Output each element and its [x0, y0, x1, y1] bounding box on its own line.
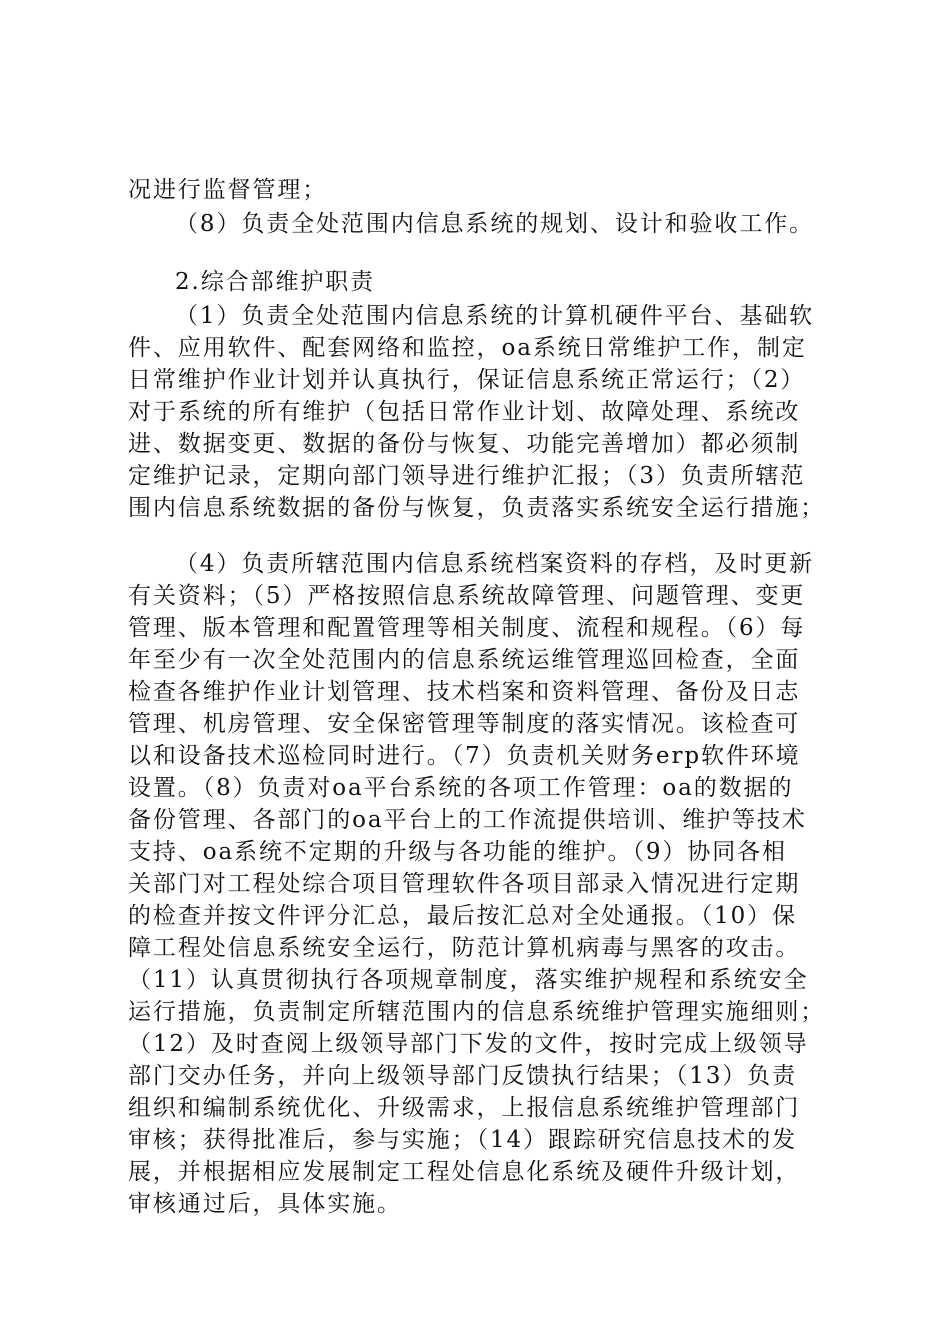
text-line: 管理、机房管理、安全保密管理等制度的落实情况。该检查可 — [128, 711, 801, 737]
text-line: （11）认真贯彻执行各项规章制度，落实维护规程和系统安全 — [128, 967, 809, 993]
text-line: 有关资料；（5）严格按照信息系统故障管理、问题管理、变更 — [128, 583, 806, 609]
text-line: 运行措施，负责制定所辖范围内的信息系统维护管理实施细则； — [128, 999, 826, 1025]
text-line: （1）负责全处范围内信息系统的计算机硬件平台、基础软 — [175, 303, 815, 329]
text-line: 检查各维护作业计划管理、技术档案和资料管理、备份及日志 — [128, 679, 801, 705]
text-line: 的检查并按文件评分汇总，最后按汇总对全处通报。（10）保 — [128, 903, 797, 929]
text-line: 进、数据变更、数据的备份与恢复、功能完善增加）都必须制 — [128, 431, 801, 457]
text-line: 年至少有一次全处范围内的信息系统运维管理巡回检查，全面 — [128, 647, 801, 673]
text-line: （12）及时查阅上级领导部门下发的文件，按时完成上级领导 — [128, 1031, 809, 1057]
text-line: 组织和编制系统优化、升级需求，上报信息系统维护管理部门 — [128, 1095, 801, 1121]
text-line: 审核；获得批准后，参与实施；（14）跟踪研究信息技术的发 — [128, 1127, 797, 1153]
text-line: （8）负责全处范围内信息系统的规划、设计和验收工作。 — [175, 211, 815, 237]
text-line: 部门交办任务，并向上级领导部门反馈执行结果；（13）负责 — [128, 1063, 797, 1089]
text-line: 关部门对工程处综合项目管理软件各项目部录入情况进行定期 — [128, 871, 801, 897]
text-line: 设置。（8）负责对oa平台系统的各项工作管理：oa的数据的 — [128, 775, 794, 801]
text-line: 备份管理、各部门的oa平台上的工作流提供培训、维护等技术 — [128, 807, 807, 833]
text-line: 支持、oa系统不定期的升级与各功能的维护。（9）协同各相 — [128, 839, 787, 865]
text-line: 定维护记录，定期向部门领导进行维护汇报；（3）负责所辖范 — [128, 463, 806, 489]
text-line: 日常维护作业计划并认真执行，保证信息系统正常运行；（2） — [128, 367, 806, 393]
text-line: 审核通过后，具体实施。 — [128, 1191, 402, 1217]
text-line: 展，并根据相应发展制定工程处信息化系统及硬件升级计划， — [128, 1159, 801, 1185]
text-line: 围内信息系统数据的备份与恢复，负责落实系统安全运行措施； — [128, 495, 826, 521]
text-line: 管理、版本管理和配置管理等相关制度、流程和规程。（6）每 — [128, 615, 806, 641]
text-line: 件、应用软件、配套网络和监控，oa系统日常维护工作，制定 — [128, 335, 807, 361]
section-heading: 2.综合部维护职责 — [175, 269, 376, 295]
text-line: 障工程处信息系统安全运行，防范计算机病毒与黑客的攻击。 — [128, 935, 801, 961]
text-line: 对于系统的所有维护（包括日常作业计划、故障处理、系统改 — [128, 399, 801, 425]
text-line: 况进行监督管理； — [128, 177, 328, 203]
text-line: （4）负责所辖范围内信息系统档案资料的存档，及时更新 — [175, 551, 815, 577]
text-line: 以和设备技术巡检同时进行。（7）负责机关财务erp软件环境 — [128, 743, 801, 769]
